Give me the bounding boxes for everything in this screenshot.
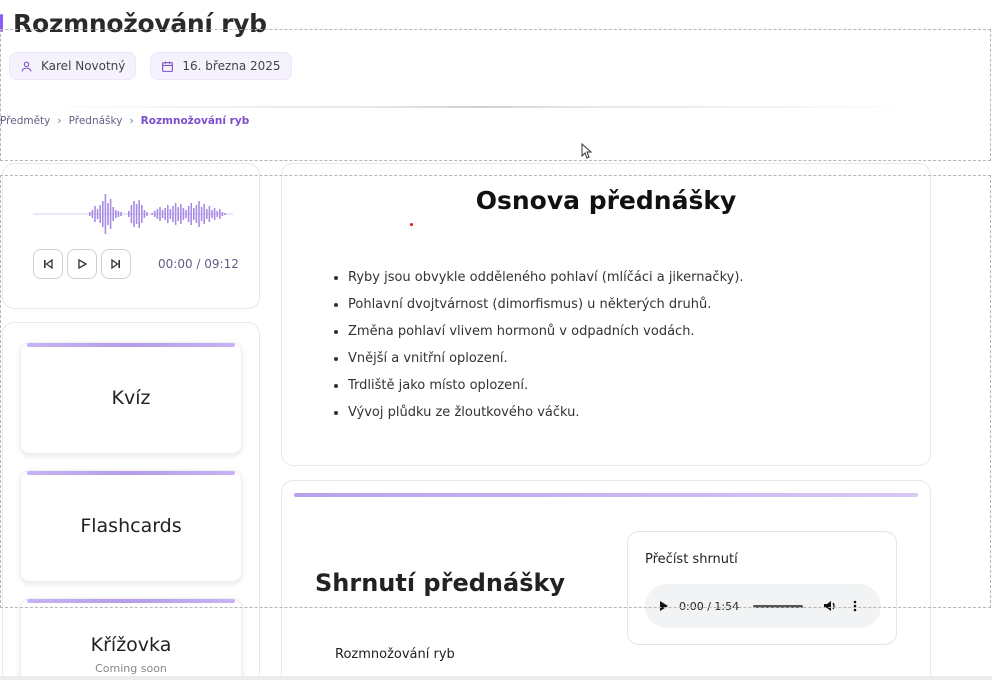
breadcrumb xyxy=(0,115,249,127)
waveform-bar xyxy=(133,201,135,227)
skip-forward-button[interactable] xyxy=(101,249,131,279)
waveform-bar xyxy=(188,206,190,222)
waveform-bar xyxy=(105,194,107,234)
waveform-bar xyxy=(92,210,94,218)
waveform-bar xyxy=(131,205,133,223)
cursor-dot xyxy=(410,223,413,226)
date-chip xyxy=(150,52,291,80)
waveform-bar xyxy=(164,208,166,220)
read-summary-label: Přečíst shrnutí xyxy=(645,552,738,567)
bottom-edge xyxy=(0,676,992,680)
waveform-bar xyxy=(136,204,138,224)
page-title: Rozmnožování ryb xyxy=(13,8,267,38)
waveform-bar xyxy=(110,199,112,229)
waveform-bar xyxy=(209,206,211,222)
waveform-bar xyxy=(201,207,203,221)
mouse-cursor-icon xyxy=(581,143,593,159)
waveform-bar xyxy=(185,210,187,218)
tool-label: Křížovka xyxy=(90,633,172,656)
study-tools-card xyxy=(2,322,260,680)
waveform-bar xyxy=(175,203,177,225)
waveform-bar xyxy=(180,204,182,224)
flashcards-tile[interactable] xyxy=(20,470,242,582)
waveform-bar xyxy=(118,211,120,217)
breadcrumb-item-subjects[interactable]: Předměty xyxy=(0,115,51,127)
waveform-bar xyxy=(193,208,195,220)
waveform-bar xyxy=(102,201,104,227)
summary-audio-player[interactable] xyxy=(645,584,881,628)
waveform-bar xyxy=(206,209,208,219)
skip-back-icon xyxy=(42,258,54,270)
tool-sublabel: Coming soon xyxy=(95,661,167,675)
waveform-bar xyxy=(222,212,224,216)
waveform-bar xyxy=(172,206,174,222)
list-item: Trdliště jako místo oplození. xyxy=(334,372,744,399)
waveform-bar xyxy=(89,212,91,216)
waveform-bar xyxy=(141,205,143,223)
waveform-bar xyxy=(214,208,216,220)
chevron-right-icon: › xyxy=(129,115,134,127)
list-item: Vývoj plůdku ze žloutkového váčku. xyxy=(334,399,744,426)
meta-chips xyxy=(9,52,292,80)
waveform-bar xyxy=(183,208,185,220)
selection-outline xyxy=(0,29,991,161)
waveform-bar xyxy=(112,207,114,221)
header-divider xyxy=(40,106,920,108)
tool-label: Flashcards xyxy=(80,515,182,537)
skip-forward-icon xyxy=(110,258,122,270)
breadcrumb-item-lectures[interactable]: Přednášky xyxy=(68,115,123,127)
audio-progress-track[interactable] xyxy=(753,605,803,608)
skip-back-button[interactable] xyxy=(33,249,63,279)
breadcrumb-current: Rozmnožování ryb xyxy=(140,115,250,127)
user-icon xyxy=(20,60,33,73)
audio-player-card xyxy=(2,163,260,309)
author-name: Karel Novotný xyxy=(41,59,126,73)
quiz-tile[interactable] xyxy=(20,342,242,454)
summary-accent-bar xyxy=(294,493,918,497)
waveform-bar xyxy=(115,210,117,218)
crossword-tile[interactable] xyxy=(20,598,242,680)
outline-list xyxy=(334,264,744,426)
waveform-bar xyxy=(151,213,153,215)
waveform-bar xyxy=(120,212,122,216)
chevron-right-icon: › xyxy=(57,115,62,127)
more-options-icon[interactable] xyxy=(853,600,857,612)
waveform-bar xyxy=(219,209,221,219)
player-controls xyxy=(33,249,131,279)
waveform-bar xyxy=(94,206,96,222)
list-item: Pohlavní dvojtvárnost (dimorfismus) u některých druhů. xyxy=(334,291,744,318)
play-button[interactable] xyxy=(67,249,97,279)
summary-text: Rozmnožování ryb xyxy=(335,647,455,662)
waveform-bar xyxy=(170,209,172,219)
outline-title: Osnova přednášky xyxy=(475,186,737,215)
read-summary-card xyxy=(627,531,897,645)
page-header xyxy=(0,8,267,38)
outline-card xyxy=(281,163,931,466)
list-item: Změna pohlaví vlivem hormonů v odpadních vodách. xyxy=(334,318,744,345)
waveform-bar xyxy=(146,212,148,216)
play-icon[interactable] xyxy=(659,601,669,611)
waveform-bar xyxy=(198,201,200,227)
waveform-bar xyxy=(97,209,99,219)
play-icon xyxy=(76,258,88,270)
volume-icon[interactable] xyxy=(823,600,837,612)
waveform-bar xyxy=(128,211,130,217)
author-chip xyxy=(9,52,136,80)
waveform-bar xyxy=(167,205,169,223)
waveform-bar xyxy=(154,211,156,217)
waveform-bar xyxy=(190,203,192,225)
waveform-bar xyxy=(138,200,140,228)
calendar-icon xyxy=(161,60,174,73)
waveform-bar xyxy=(224,213,226,215)
list-item: Vnější a vnitřní oplození. xyxy=(334,345,744,372)
tool-label: Kvíz xyxy=(111,387,151,409)
waveform-bar xyxy=(177,207,179,221)
list-item: Ryby jsou obvykle odděleného pohlaví (mlíčáci a jikernačky). xyxy=(334,264,744,291)
player-time: 00:00 / 09:12 xyxy=(158,257,239,271)
waveform-bar xyxy=(159,207,161,221)
waveform-bar xyxy=(162,210,164,218)
waveform-bar xyxy=(196,205,198,223)
waveform-bar xyxy=(211,210,213,218)
waveform xyxy=(33,192,233,236)
lecture-date: 16. března 2025 xyxy=(182,59,281,73)
waveform-bar xyxy=(216,211,218,217)
waveform-bar xyxy=(144,210,146,218)
waveform-bar xyxy=(107,203,109,225)
waveform-bar xyxy=(99,205,101,223)
title-accent xyxy=(0,14,3,32)
summary-title: Shrnutí přednášky xyxy=(315,569,566,597)
audio-time: 0:00 / 1:54 xyxy=(679,599,740,613)
waveform-bar xyxy=(203,204,205,224)
waveform-bar xyxy=(157,209,159,219)
